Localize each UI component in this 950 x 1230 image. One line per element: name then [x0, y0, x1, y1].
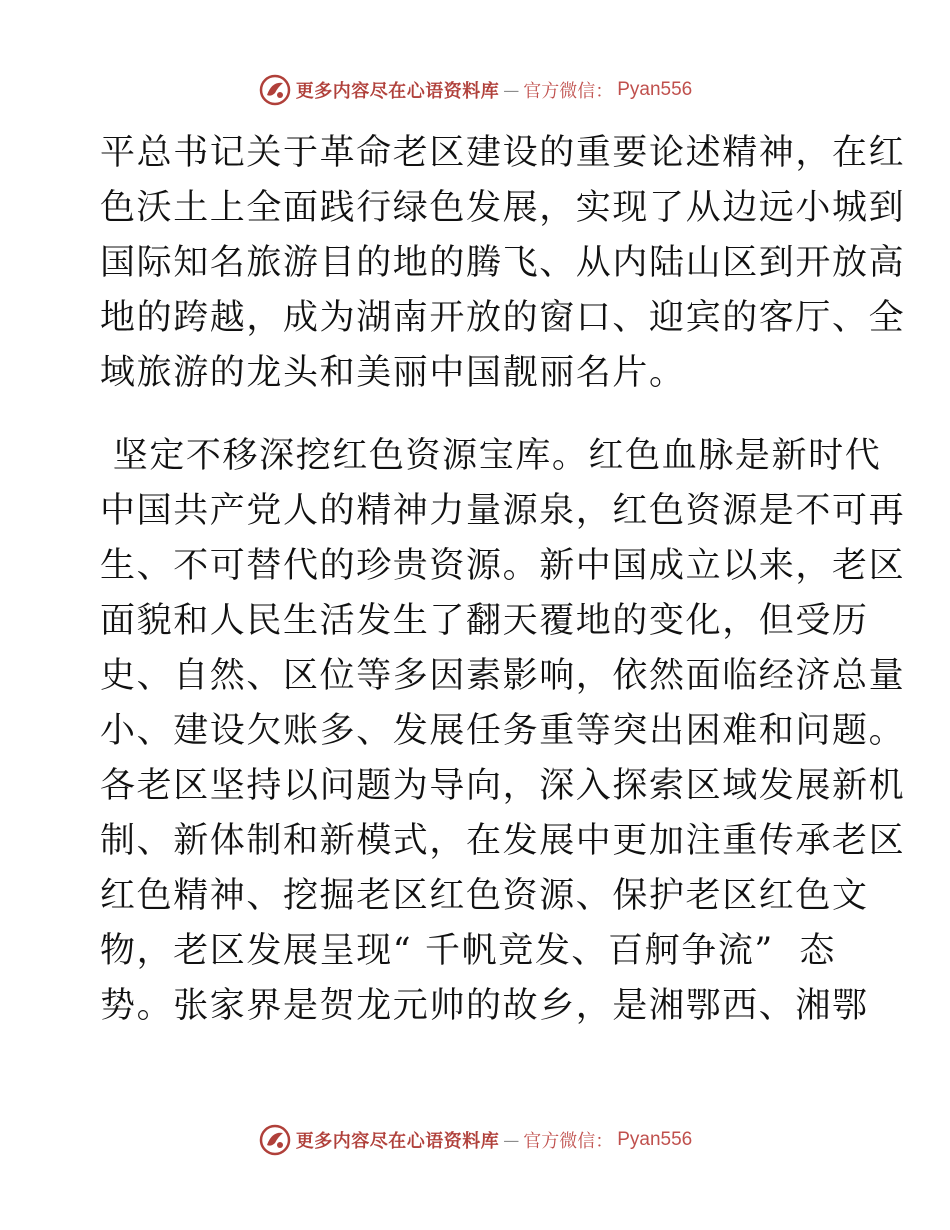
text-line: 物，老区发展呈现“ 千帆竞发、百舸争流” 态: [100, 931, 836, 971]
watermark-contact-label: 官方微信：: [523, 1131, 614, 1152]
library-logo-icon: [258, 73, 292, 107]
watermark-text: 更多内容尽在心语资料库: [295, 81, 500, 102]
footer-watermark: [0, 1120, 950, 1160]
text-line: 域旅游的龙头和美丽中国靓丽名片。: [100, 353, 686, 393]
document-body: [100, 126, 906, 1034]
text-line: 中国共产党人的精神力量源泉，红色资源是不可再: [100, 491, 906, 531]
text-line: 地的跨越，成为湖南开放的窗口、迎宾的客厅、全: [100, 298, 906, 338]
text-line: 生、不可替代的珍贵资源。新中国成立以来，老区: [100, 546, 906, 586]
watermark-wechat-id: Pyan556: [617, 79, 693, 100]
paragraph-gap: [100, 401, 860, 429]
watermark-contact-label: 官方微信：: [523, 81, 614, 102]
text-line: 史、自然、区位等多因素影响，依然面临经济总量: [100, 656, 906, 696]
paragraph-1: [100, 126, 906, 401]
text-line: 国际知名旅游目的地的腾飞、从内陆山区到开放高: [100, 243, 906, 283]
library-logo-icon: [258, 1123, 292, 1157]
text-line: 坚定不移深挖红色资源宝库。红色血脉是新时代: [100, 436, 882, 476]
text-line: 面貌和人民生活发生了翻天覆地的变化，但受历: [100, 601, 869, 641]
text-line: 各老区坚持以问题为导向，深入探索区域发展新机: [100, 766, 906, 806]
watermark-dash: —: [503, 1130, 520, 1150]
header-watermark: [0, 70, 950, 110]
watermark-dash: —: [503, 80, 520, 100]
text-line: 红色精神、挖掘老区红色资源、保护老区红色文: [100, 876, 869, 916]
paragraph-2: [100, 429, 906, 1034]
text-line: 小、建设欠账多、发展任务重等突出困难和问题。: [100, 711, 906, 751]
text-line: 制、新体制和新模式，在发展中更加注重传承老区: [100, 821, 906, 861]
watermark-text: 更多内容尽在心语资料库: [295, 1131, 500, 1152]
text-line: 色沃土上全面践行绿色发展，实现了从边远小城到: [100, 188, 906, 228]
watermark-wechat-id: Pyan556: [617, 1129, 693, 1150]
text-line: 平总书记关于革命老区建设的重要论述精神，在红: [100, 133, 906, 173]
text-line: 势。张家界是贺龙元帅的故乡，是湘鄂西、湘鄂: [100, 986, 869, 1026]
